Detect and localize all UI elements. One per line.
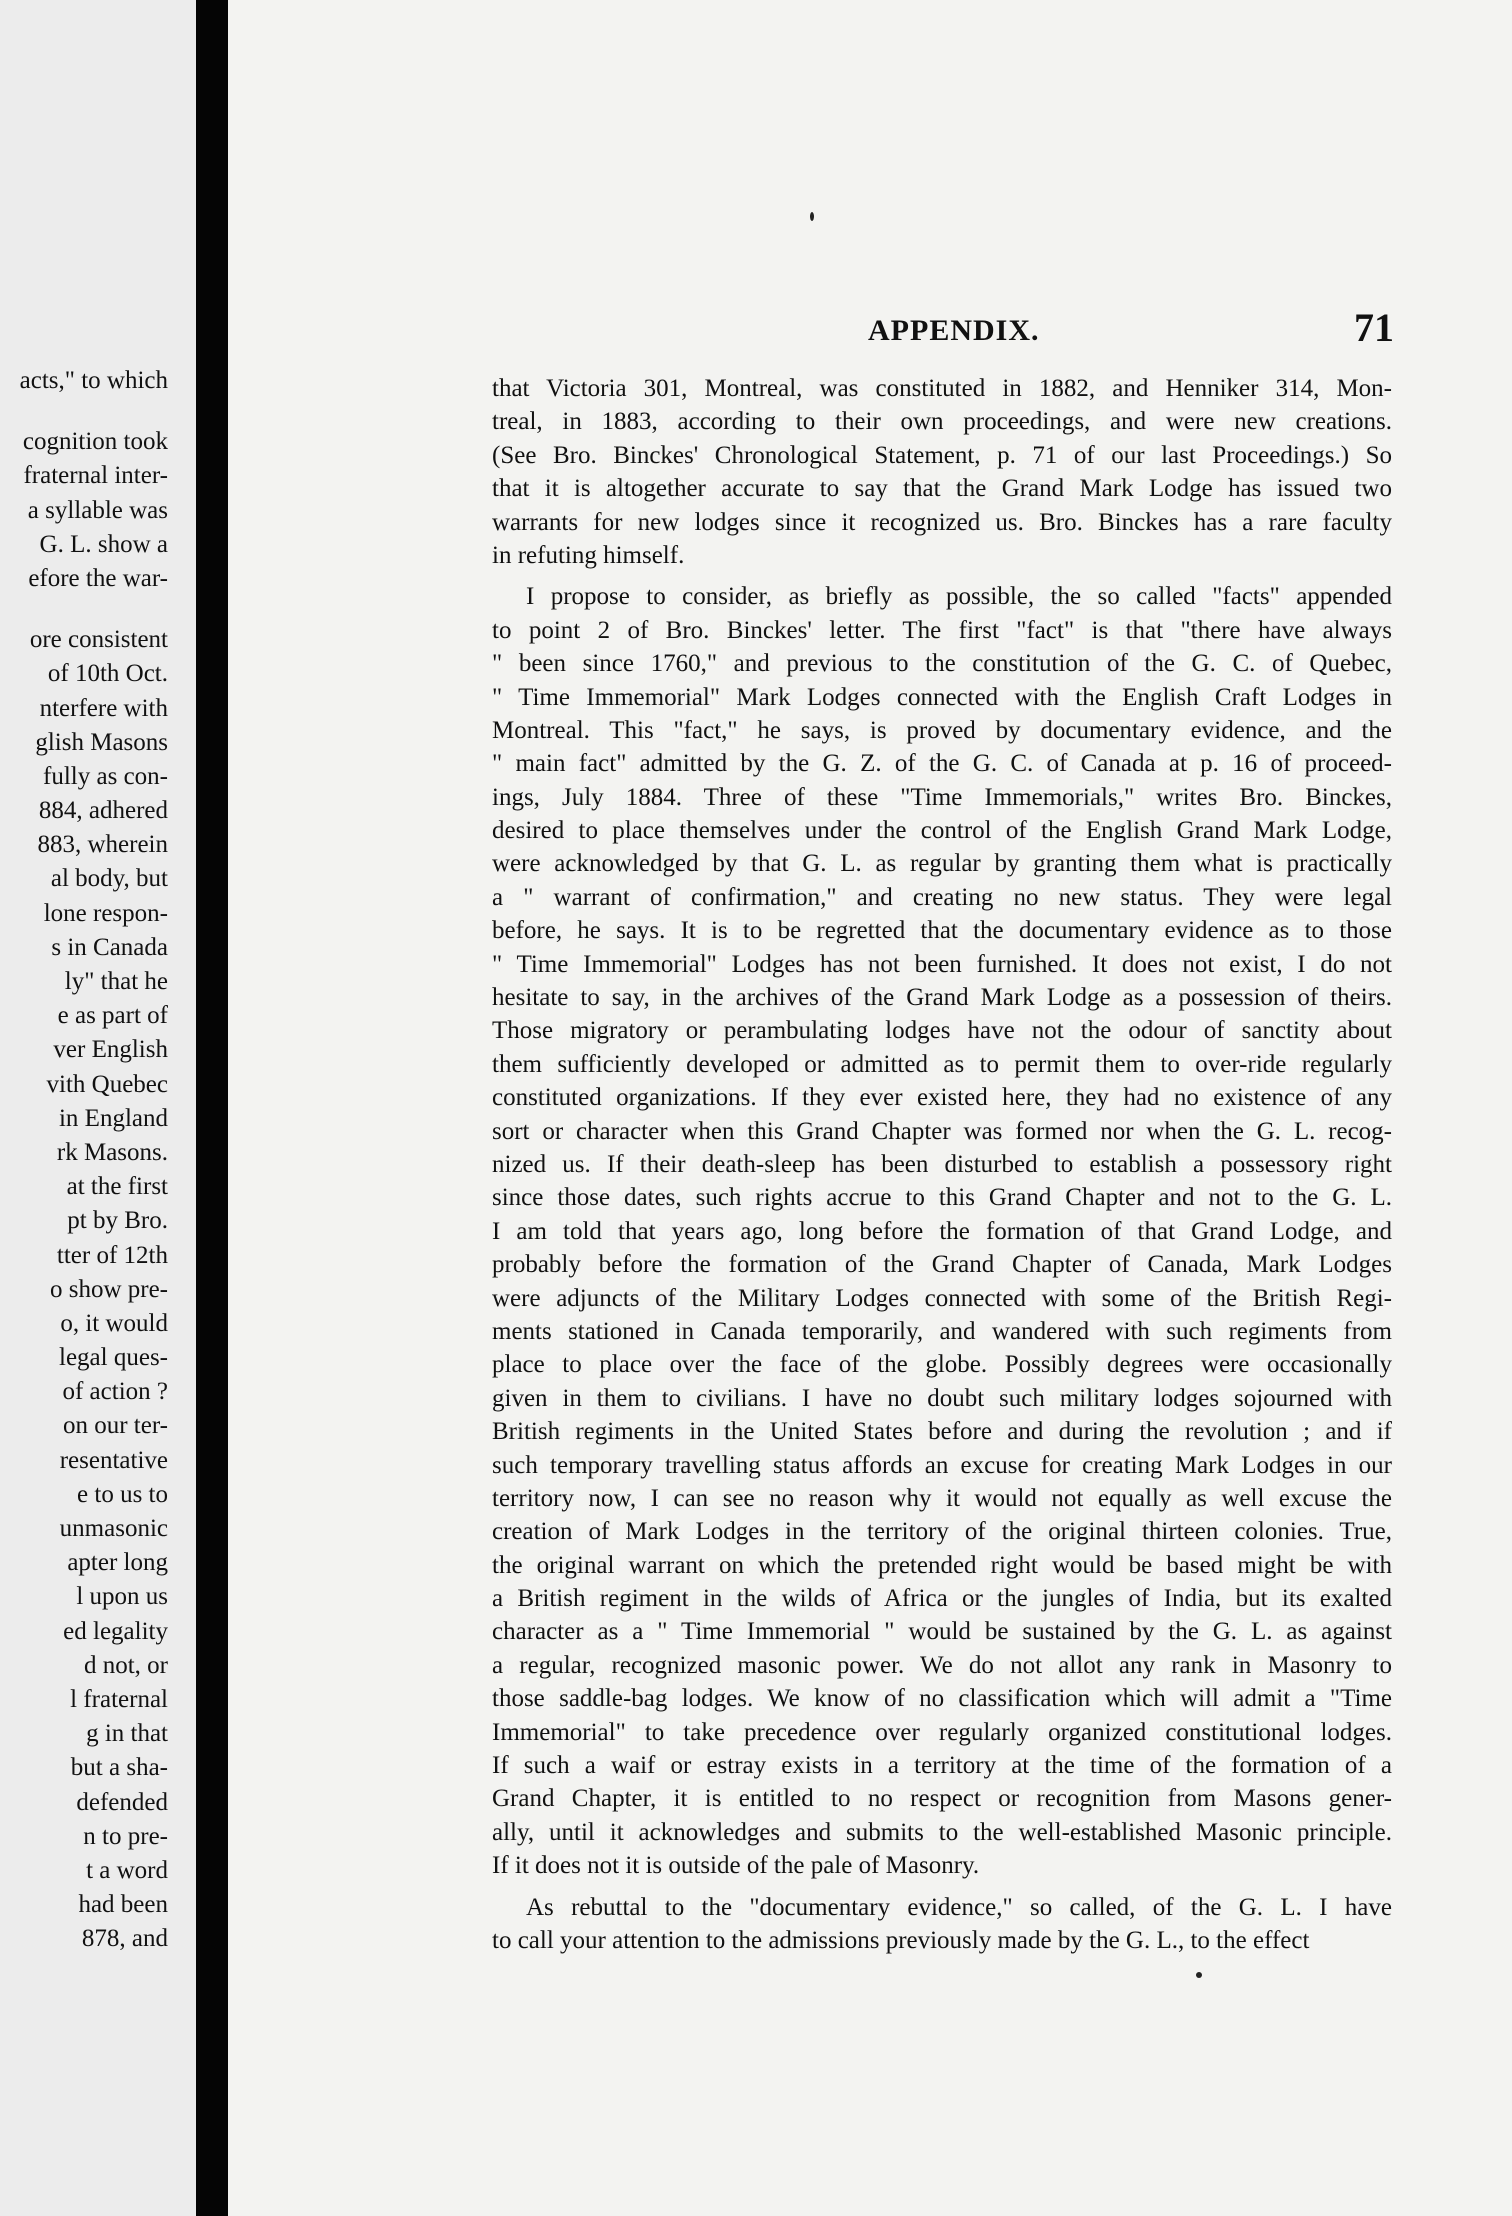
facing-page-line: ed legality: [63, 1617, 168, 1645]
facing-page-line: in England: [58, 1104, 168, 1132]
facing-page-line: 884, adhered: [38, 797, 168, 825]
facing-page-line: o show pre-: [49, 1275, 168, 1303]
text-line: " main fact" admitted by the G. Z. of the G. C. of Canada at p. 16 of proceed-: [492, 750, 1392, 778]
text-line: hesitate to say, in the archives of the Grand Mark Lodge as a possession of theirs.: [492, 984, 1392, 1012]
facing-page-line: of action ?: [62, 1378, 168, 1406]
facing-page-text: [0, 364, 168, 1956]
body-text: [492, 372, 1392, 1957]
specks: [1196, 1972, 1202, 1978]
text-line: " Time Immemorial" Lodges has not been furnished. It does not exist, I do not: [492, 950, 1392, 978]
paragraph: [492, 580, 1392, 1882]
text-line: (See Bro. Binckes' Chronological Statement, p. 71 of our last Proceedings.) So: [492, 441, 1392, 469]
text-line: that Victoria 301, Montreal, was constituted in 1882, and Henniker 314, Mon-: [492, 375, 1392, 402]
text-line: before, he says. It is to be regretted that the documentary evidence as to those: [492, 917, 1392, 945]
facing-page-line: legal ques-: [59, 1344, 168, 1372]
text-line: ally, until it acknowledges and submits to the well-established Masonic principle.: [492, 1818, 1392, 1846]
facing-page-line: rk Masons.: [56, 1138, 168, 1166]
text-line: Those migratory or perambulating lodges have not the odour of sanctity about: [492, 1017, 1392, 1045]
facing-page-line: t a word: [86, 1856, 168, 1884]
running-head: APPENDIX.: [868, 314, 1040, 347]
text-line: the original warrant on which the pretended right would be based might be with: [492, 1551, 1392, 1579]
facing-page-line: acts," to which: [19, 367, 168, 394]
page-number: 71: [1354, 305, 1394, 350]
facing-page-line: ver English: [53, 1036, 168, 1064]
text-line: were acknowledged by that G. L. as regular by granting them what is practically: [492, 850, 1392, 878]
facing-page-line: fully as con-: [43, 762, 168, 790]
text-line: creation of Mark Lodges in the territory of the original thirteen colonies. True,: [492, 1518, 1392, 1546]
text-line: a " warrant of confirmation," and creating no new status. They were legal: [492, 883, 1392, 911]
facing-page-line: al body, but: [50, 865, 168, 893]
text-line: sort or character when this Grand Chapter was formed nor when the G. L. recog-: [492, 1117, 1392, 1145]
facing-page-line: resentative: [59, 1446, 168, 1474]
text-line: probably before the formation of the Grand Chapter of Canada, Mark Lodges: [492, 1251, 1392, 1279]
text-line: that it is altogether accurate to say that the Grand Mark Lodge has issued two: [492, 475, 1392, 503]
text-line: them sufficiently developed or admitted as to permit them to over-ride regularly: [492, 1050, 1392, 1078]
facing-page-line: tter of 12th: [56, 1241, 168, 1269]
facing-page-line: had been: [78, 1891, 168, 1919]
facing-page-line: pt by Bro.: [67, 1207, 168, 1235]
text-line: constituted organizations. If they ever existed here, they had no existence of any: [492, 1084, 1392, 1112]
text-line: those saddle-bag lodges. We know of no classification which will admit a "Time: [492, 1685, 1392, 1713]
facing-page-line: 878, and: [81, 1925, 168, 1953]
text-line: territory now, I can see no reason why it would not equally as well excuse the: [492, 1484, 1392, 1512]
text-line: ings, July 1884. Three of these "Time Immemorials," writes Bro. Binckes,: [492, 783, 1392, 811]
text-line: I propose to consider, as briefly as possible, the so called "facts" appended: [526, 583, 1392, 611]
facing-page-line: g in that: [86, 1720, 168, 1748]
facing-page-line: 883, wherein: [37, 831, 168, 859]
text-line: Immemorial" to take precedence over regularly organized constitutional lodges.: [492, 1718, 1392, 1746]
facing-page-line: vith Quebec: [46, 1070, 168, 1098]
text-line: If it does not it is outside of the pale of Masonry.: [492, 1852, 980, 1880]
facing-page-line: at the first: [66, 1173, 168, 1201]
text-line: I am told that years ago, long before the formation of that Grand Lodge, and: [492, 1217, 1392, 1245]
paragraph-gap: [492, 572, 1392, 580]
text-line: to point 2 of Bro. Binckes' letter. The first "fact" is that "there have always: [492, 616, 1392, 644]
facing-page-line: G. L. show a: [39, 530, 168, 558]
text-line: such temporary travelling status affords an excuse for creating Mark Lodges in our: [492, 1451, 1392, 1479]
text-line: warrants for new lodges since it recognized us. Bro. Binckes has a rare faculty: [492, 508, 1392, 536]
paragraph: [492, 372, 1392, 572]
text-line: Grand Chapter, it is entitled to no respect or recognition from Masons gener-: [492, 1785, 1392, 1813]
text-line: desired to place themselves under the control of the English Grand Mark Lodge,: [492, 817, 1392, 845]
facing-page-line: ly" that he: [64, 968, 168, 995]
facing-page-line: defended: [76, 1788, 168, 1816]
facing-page-line: of 10th Oct.: [47, 660, 168, 688]
text-line: given in them to civilians. I have no doubt such military lodges sojourned with: [492, 1384, 1392, 1412]
text-line: As rebuttal to the "documentary evidence," so called, of the G. L. I have: [526, 1893, 1392, 1921]
facing-page-line: e as part of: [57, 1002, 168, 1030]
specks: [810, 212, 814, 221]
paragraph-gap: [492, 1883, 1392, 1891]
facing-page-line: n to pre-: [83, 1822, 168, 1850]
text-line: British regiments in the United States before and during the revolution ; and if: [492, 1418, 1392, 1446]
facing-page-line: glish Masons: [35, 728, 168, 756]
text-line: a British regiment in the wilds of Africa or the jungles of India, but its exalted: [492, 1585, 1392, 1613]
facing-page-line: cognition took: [22, 428, 168, 456]
text-line: to call your attention to the admissions previously made by the G. L., to the effect: [492, 1926, 1310, 1954]
text-line: ments stationed in Canada temporarily, and wandered with such regiments from: [492, 1317, 1392, 1345]
facing-page-line: l upon us: [76, 1583, 168, 1611]
facing-page-line: nterfere with: [39, 694, 168, 722]
facing-page-line: fraternal inter-: [23, 462, 168, 490]
facing-page-line: d not, or: [83, 1651, 168, 1679]
text-line: in refuting himself.: [492, 541, 685, 569]
paragraph: [492, 1891, 1392, 1958]
page: [228, 0, 1512, 2216]
text-line: were adjuncts of the Military Lodges connected with some of the British Regi-: [492, 1284, 1392, 1312]
book-gutter: [196, 0, 228, 2216]
facing-page-gap: [0, 398, 168, 425]
text-line: If such a waif or estray exists in a territory at the time of the formation of a: [492, 1752, 1392, 1780]
facing-page-fragment: [0, 0, 196, 2216]
facing-page-line: e to us to: [77, 1480, 168, 1508]
page-header: [638, 305, 1394, 354]
facing-page-line: efore the war-: [28, 564, 168, 592]
text-line: treal, in 1883, according to their own proceedings, and were new creations.: [492, 408, 1392, 436]
text-line: " been since 1760," and previous to the constitution of the G. C. of Quebec,: [492, 650, 1392, 678]
text-line: " Time Immemorial" Mark Lodges connected with the English Craft Lodges in: [492, 683, 1392, 711]
facing-page-line: but a sha-: [70, 1754, 168, 1782]
text-line: nized us. If their death-sleep has been disturbed to establish a possessory right: [492, 1150, 1392, 1178]
facing-page-line: apter long: [67, 1549, 168, 1577]
facing-page-line: on our ter-: [62, 1412, 168, 1440]
facing-page-line: s in Canada: [51, 933, 168, 961]
text-line: character as a " Time Immemorial " would be sustained by the G. L. as against: [492, 1618, 1392, 1646]
text-line: since those dates, such rights accrue to this Grand Chapter and not to the G. L.: [492, 1184, 1392, 1212]
text-line: place to place over the face of the globe. Possibly degrees were occasionally: [492, 1351, 1392, 1379]
facing-page-line: lone respon-: [43, 899, 168, 927]
facing-page-line: l fraternal: [70, 1685, 168, 1713]
text-line: Montreal. This "fact," he says, is proved by documentary evidence, and the: [492, 716, 1392, 744]
facing-page-line: o, it would: [60, 1309, 168, 1337]
facing-page-line: ore consistent: [29, 626, 168, 654]
facing-page-gap: [0, 596, 168, 623]
facing-page-line: unmasonic: [59, 1515, 168, 1542]
text-line: a regular, recognized masonic power. We do not allot any rank in Masonry to: [492, 1651, 1392, 1679]
facing-page-line: a syllable was: [27, 496, 168, 524]
